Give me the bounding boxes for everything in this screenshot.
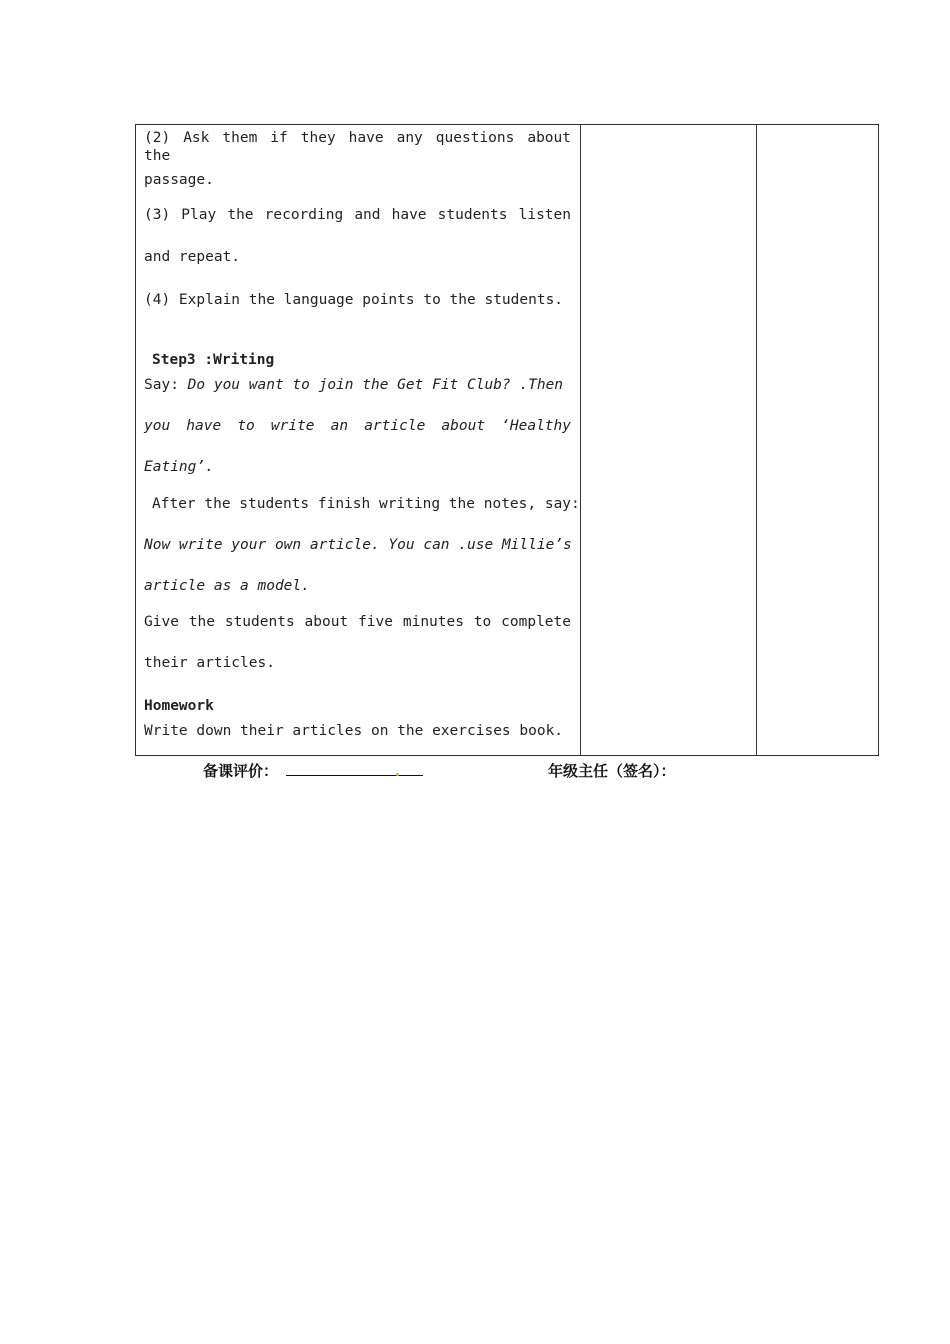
step3-after-line: After the students finish writing the notes, say: xyxy=(152,496,580,512)
step3-time-line1: Give the students about five minutes to complete xyxy=(144,614,571,630)
step3-time-line2: their articles. xyxy=(144,655,275,671)
step3-say-line3: Eating’. xyxy=(144,459,214,475)
say-quote: Do you want to join the Get Fit Club? .Then xyxy=(187,377,564,393)
remarks-cell xyxy=(757,125,879,756)
prep-eval-label: 备课评价： xyxy=(203,762,279,780)
step2-item-3-line2: and repeat. xyxy=(144,249,241,265)
prep-eval-blank xyxy=(286,775,423,776)
notes-cell xyxy=(581,125,757,756)
step3-say-line2: you have to write an article about ‘Healthy xyxy=(144,418,571,434)
lesson-plan-table xyxy=(135,124,879,756)
grade-head-signature-label: 年级主任（签名）： xyxy=(548,762,676,780)
say-prefix: Say: xyxy=(144,377,188,393)
homework-text: Write down their articles on the exercises book. xyxy=(144,723,564,739)
step2-item-4: (4) Explain the language points to the students. xyxy=(144,292,564,308)
step3-instruction-line1: Now write your own article. You can .use Millie’s xyxy=(144,537,572,553)
homework-heading: Homework xyxy=(144,698,214,714)
step2-item-2-line1: (2) Ask them if they have any questions about the xyxy=(144,130,571,164)
step3-instruction-line2: article as a model. xyxy=(144,578,310,594)
step3-say-line1 xyxy=(144,376,571,394)
step2-item-2-line2: passage. xyxy=(144,172,214,188)
lesson-steps-cell xyxy=(136,125,581,756)
step3-heading: Step3 :Writing xyxy=(152,352,275,368)
step2-item-3-line1: (3) Play the recording and have students listen xyxy=(144,207,571,223)
decorative-dot xyxy=(396,773,399,776)
